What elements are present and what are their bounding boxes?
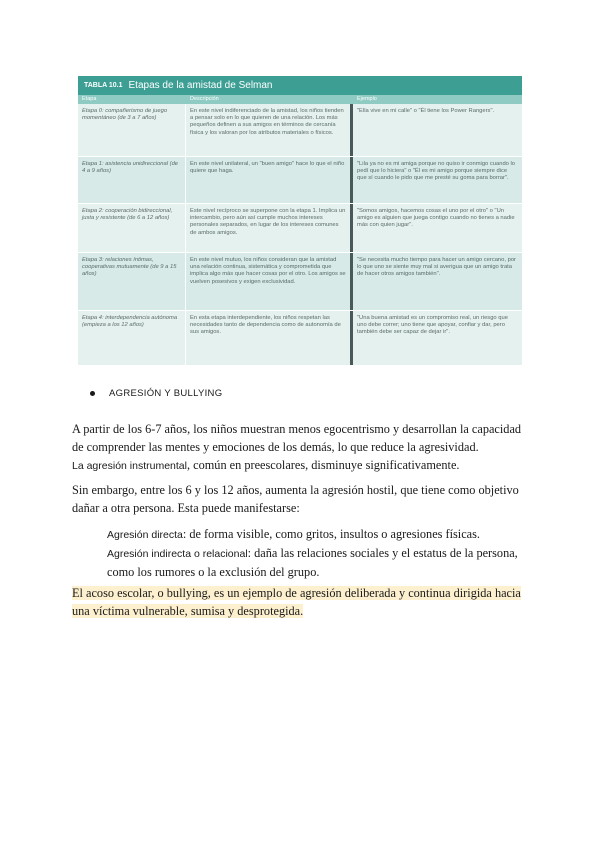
description-cell: En esta etapa interdependiente, los niños respetan las necesidades tanto de dependencia como de autonomía de sus amigos. — [186, 311, 353, 365]
paragraph-egocentrism — [72, 420, 532, 475]
term-indirect: Agresión indirecta o relacional — [107, 548, 248, 560]
header-description: Descripción — [190, 96, 219, 102]
list-item — [107, 525, 537, 544]
table-row — [78, 157, 522, 204]
example-cell: "Somos amigos, hacemos cosas el uno por el otro" o "Un amigo es alguien que juega contigo cuando no tienes a nadie más con quien jugar". — [357, 208, 515, 229]
section-heading-item — [90, 388, 222, 399]
description-cell: Este nivel recíproco se superpone con la etapa 1. Implica un intercambio, pero aún así cumple muchos intereses personales separados, en lugar de los intereses comunes de ambos amigos. — [186, 204, 353, 252]
paragraph-hostile: Sin embargo, entre los 6 y los 12 años, aumenta la agresión hostil, que tiene como objetivo dañar a otra persona. Esta puede manifestarse: — [72, 483, 519, 515]
example-cell: "Una buena amistad es un compromiso real, un riesgo que uno debe correr; uno tiene que apoyar, confiar y dar, pero también debe ser capaz de dejar ir". — [357, 315, 508, 336]
stage-cell: Etapa 2: cooperación bidireccional, justa y resistente (de 6 a 12 años) — [78, 204, 186, 252]
highlighted-text: El acoso escolar, o bullying, es un ejemplo de agresión deliberada y continua dirigida hacia una víctima vulnerable, sumisa y desprotegida. — [72, 586, 521, 618]
table-body — [78, 104, 522, 365]
table-row — [78, 253, 522, 311]
term-direct: Agresión directa — [107, 529, 183, 541]
table-title-bar — [78, 76, 522, 95]
example-cell: "Ella vive en mi calle" o "Él tiene los Power Rangers". — [357, 108, 495, 114]
description-cell: En este nivel unilateral, un "buen amigo" hace lo que el niño quiere que haga. — [186, 157, 353, 203]
list-item-text: : daña las relaciones sociales y el estatus de la persona, como los rumores o la exclusión del grupo. — [107, 546, 518, 579]
paragraph-text: , común en preescolares, disminuye significativamente. — [186, 458, 460, 472]
list-item — [107, 544, 537, 581]
aggression-types-list — [107, 525, 537, 581]
friendship-stages-table — [78, 76, 522, 365]
table-title: Etapas de la amistad de Selman — [128, 80, 273, 91]
term-instrumental: La agresión instrumental — [72, 460, 187, 472]
paragraph-bullying — [72, 584, 532, 620]
table-row — [78, 104, 522, 157]
stage-cell: Etapa 3: relaciones íntimas, cooperativas mutuamente (de 9 a 15 años) — [78, 253, 186, 310]
paragraph-text: A partir de los 6-7 años, los niños muestran menos egocentrismo y desarrollan la capacidad de comprender las mentes y emociones de los demás, lo que reduce la agresividad. — [72, 422, 522, 454]
description-cell: En este nivel indiferenciado de la amistad, los niños tienden a pensar solo en lo que quieren de una relación. Los más pequeños definen a sus amigos en términos de cercanía física y los valoran por los atributos materiales o físicos. — [186, 104, 353, 156]
example-cell: "Se necesita mucho tiempo para hacer un amigo cercano, por lo que uno se siente muy mal si averigua que un amigo trata de hacer otros amigos también". — [357, 257, 516, 278]
section-heading: AGRESIÓN Y BULLYING — [109, 388, 223, 399]
bullet-icon — [90, 391, 95, 396]
header-example: Ejemplo — [357, 96, 377, 102]
stage-cell: Etapa 4: interdependencia autónoma (empieza a los 12 años) — [78, 311, 186, 365]
list-item-text: : de forma visible, como gritos, insultos o agresiones físicas. — [182, 527, 480, 541]
table-row — [78, 204, 522, 253]
stage-cell: Etapa 1: asistencia unidireccional (de 4 a 9 años) — [78, 157, 186, 203]
table-number: TABLA 10.1 — [84, 82, 123, 89]
table-row — [78, 311, 522, 365]
header-stage: Etapa — [82, 96, 97, 102]
table-header-row — [78, 95, 522, 104]
stage-cell: Etapa 0: compañerismo de juego momentáneo (de 3 a 7 años) — [78, 104, 186, 156]
example-cell: "Lila ya no es mi amiga porque no quiso ir conmigo cuando lo pedí que lo hiciera" o "Él es mi amigo porque siempre dice que sí cuando le pido que me presté su goma para borrar". — [357, 161, 516, 182]
description-cell: En este nivel mutuo, los niños consideran que la amistad una relación continua, sistemática y comprometida que implica algo más que hacer cosas por el otro. Los amigos se vuelven posesivos y exigen exclusividad. — [186, 253, 353, 310]
